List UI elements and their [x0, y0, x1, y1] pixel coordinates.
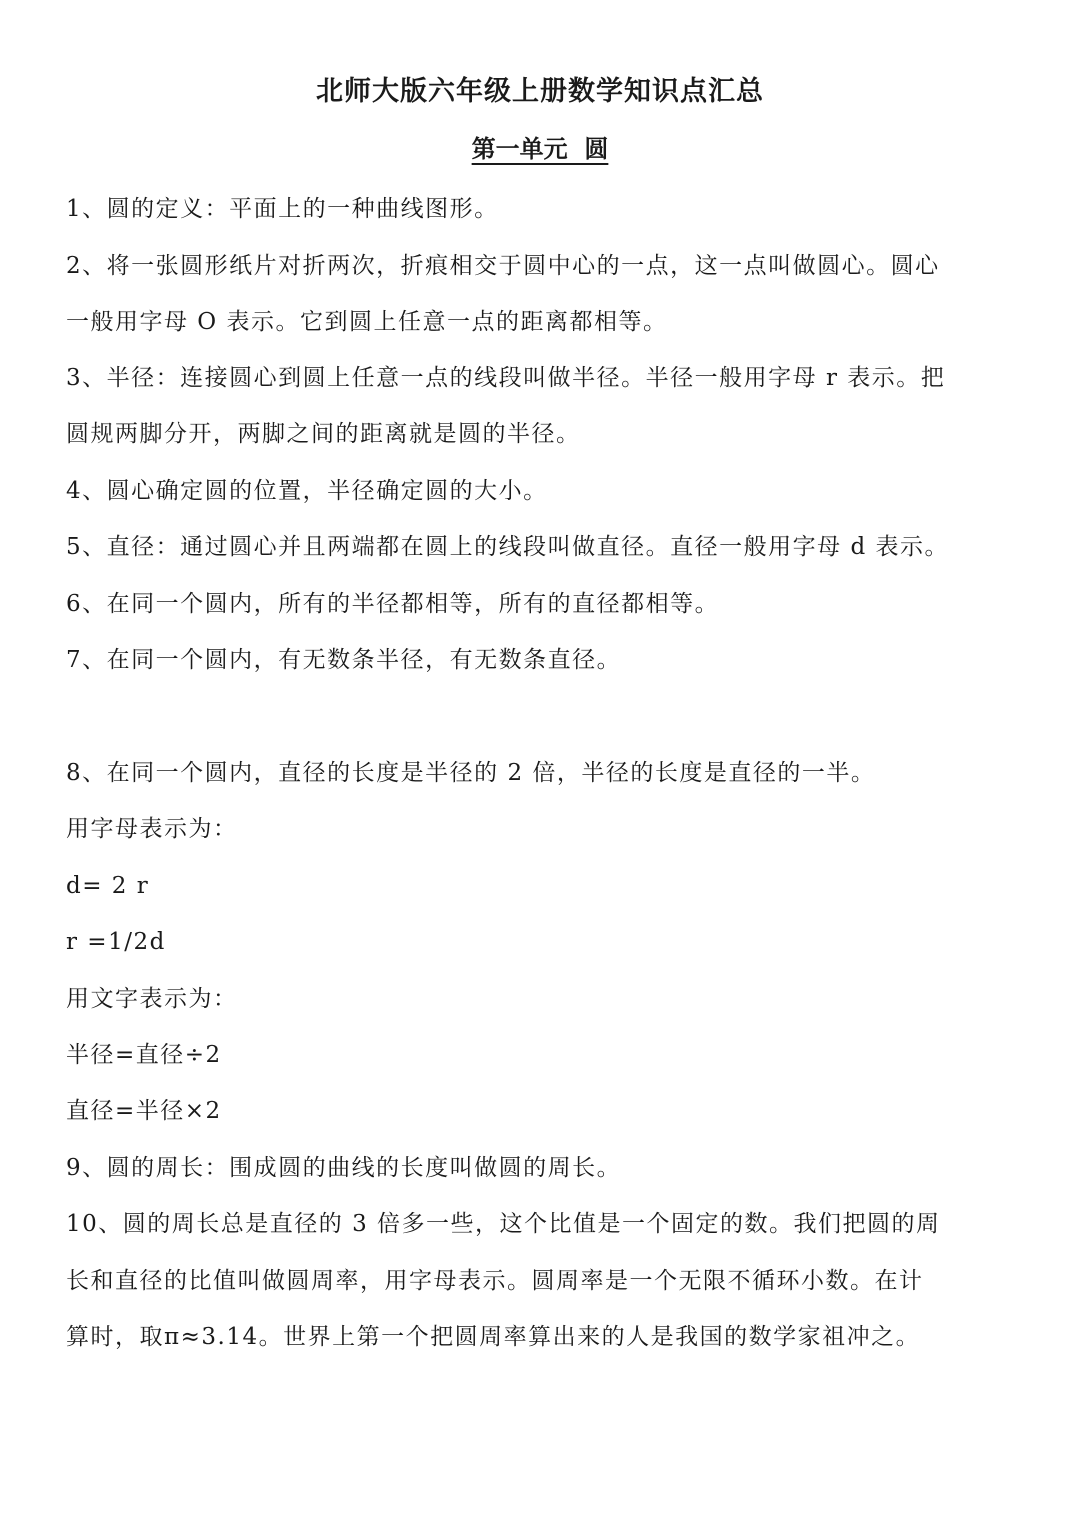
text-line: 8、在同一个圆内，直径的长度是半径的 2 倍，半径的长度是直径的一半。 — [66, 760, 876, 786]
document-title: 北师大版六年级上册数学知识点汇总 — [316, 76, 764, 107]
text-line: 7、在同一个圆内，有无数条半径，有无数条直径。 — [66, 647, 622, 673]
formula-line: 半径=直径÷2 — [66, 1042, 222, 1068]
text-line: 算时，取π≈3.14。世界上第一个把圆周率算出来的人是我国的数学家祖冲之。 — [66, 1324, 921, 1350]
formula-line: r =1/2d — [66, 929, 166, 955]
formula-line: 直径=半径×2 — [66, 1098, 222, 1124]
text-line: 4、圆心确定圆的位置，半径确定圆的大小。 — [66, 478, 548, 504]
formula-line: d= 2 r — [66, 873, 150, 899]
text-line: 9、圆的周长：围成圆的曲线的长度叫做圆的周长。 — [66, 1155, 622, 1181]
text-line: 一般用字母 O 表示。它到圆上任意一点的距离都相等。 — [66, 309, 668, 335]
text-line: 5、直径：通过圆心并且两端都在圆上的线段叫做直径。直径一般用字母 d 表示。 — [66, 534, 949, 560]
text-line: 2、将一张圆形纸片对折两次，折痕相交于圆中心的一点，这一点叫做圆心。圆心 — [66, 253, 940, 279]
text-line: 长和直径的比值叫做圆周率，用字母表示。圆周率是一个无限不循环小数。在计 — [66, 1268, 924, 1294]
unit-heading — [0, 129, 1080, 169]
text-line: 圆规两脚分开，两脚之间的距离就是圆的半径。 — [66, 421, 581, 447]
text-line: 1、圆的定义：平面上的一种曲线图形。 — [66, 196, 499, 222]
unit-heading-text: 第一单元 圆 — [471, 135, 609, 163]
text-line: 6、在同一个圆内，所有的半径都相等，所有的直径都相等。 — [66, 591, 720, 617]
text-line: 用字母表示为： — [66, 816, 238, 842]
text-line: 用文字表示为： — [66, 986, 238, 1012]
text-line: 10、圆的周长总是直径的 3 倍多一些，这个比值是一个固定的数。我们把圆的周 — [66, 1211, 941, 1237]
text-line: 3、半径：连接圆心到圆上任意一点的线段叫做半径。半径一般用字母 r 表示。把 — [66, 365, 946, 391]
